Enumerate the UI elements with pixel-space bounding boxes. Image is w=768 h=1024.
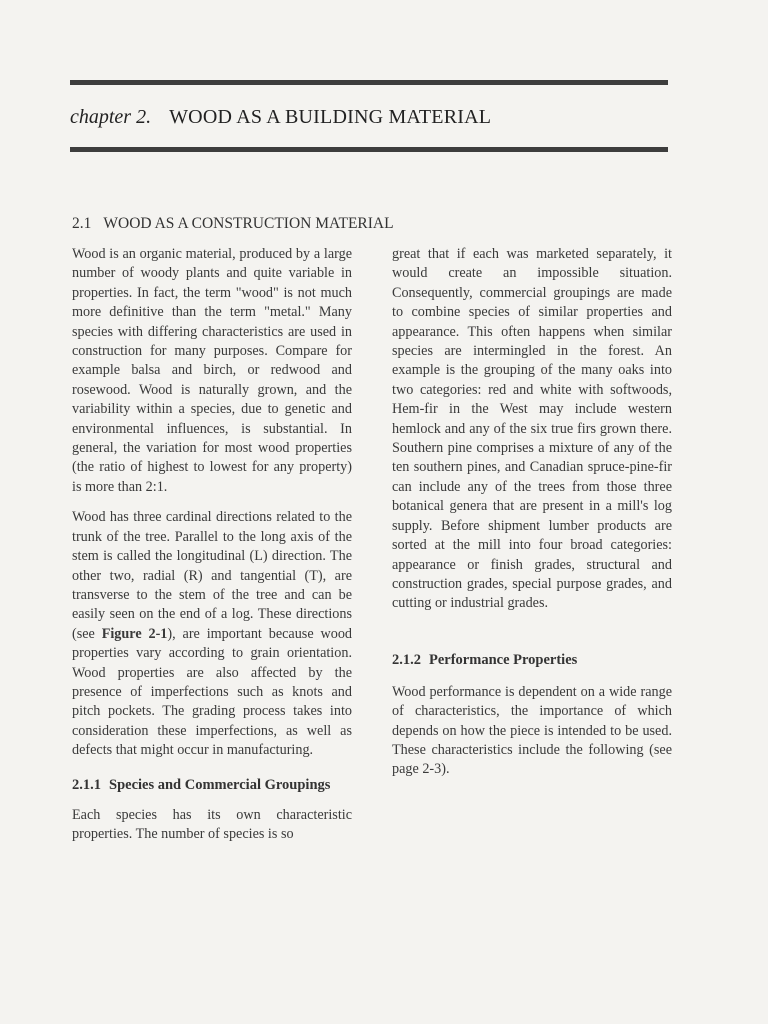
subsection-heading-performance [392,652,672,669]
bottom-rule [70,147,668,152]
chapter-label: chapter 2. [70,106,152,128]
chapter-name: WOOD AS A BUILDING MATERIAL [169,106,492,128]
chapter-title [70,106,491,129]
right-column [392,245,672,791]
paragraph-directions [72,508,352,760]
paragraph-performance: Wood performance is dependent on a wide range of characteristics, the importance of which depends on how the piece is intended to be used. These characteristics include the following (see page 2-3). [392,683,672,778]
paragraph-directions-text-b: ), are important because wood properties vary according to grain orientation. Wood properties are also affected by the presence of imperfections such as knots and pitch pockets. The grading process takes into consideration these imperfections, as well as defects that might occur in manufacturing. [72,625,353,759]
subsection-title: Species and Commercial Groupings [109,776,331,793]
top-rule [70,80,668,85]
left-column [72,245,352,855]
paragraph-groupings: great that if each was marketed separately, it would create an impossible situation. Consequently, commercial groupings are made to combine species of similar properties and appearance. This often happens when similar species are intermingled in the forest. An example is the grouping of the many oaks into two categories: red and white with softwoods, Hem-fir in the West may include western hemlock and any of the six true firs grown there. Southern pine comprises a mixture of any of the ten southern pines, and Canadian spruce-pine-fir can include any of the trees from those three botanical genera that are present in a mill's log supply. Before shipment lumber products are sorted at the mill into four broad categories: appearance or finish grades, structural and construction grades, special purpose grades, and cutting or industrial grades. [392,246,672,612]
paragraph-intro: Wood is an organic material, produced by a large number of woody plants and quite variable in properties. In fact, the term "wood" is not much more definitive than the term "metal." Many species with differing characteristics are used in construction for many purposes. Compare for example balsa and birch, or redwood and rosewood. Wood is naturally grown, and the variability within a species, due to genetic and environmental influences, is substantial. In general, the variation for most wood properties (the ratio of highest to lowest for any property) is more than 2:1. [72,246,352,495]
subsection-number: 2.1.2 [392,651,421,668]
figure-reference[interactable]: Figure 2-1 [101,625,168,642]
section-number: 2.1 [72,215,92,232]
section-heading [72,215,394,233]
subsection-heading-species [72,777,352,794]
subsection-title: Performance Properties [429,651,578,668]
section-title: WOOD AS A CONSTRUCTION MATERIAL [103,215,394,232]
paragraph-species: Each species has its own characteristic properties. The number of species is so [72,806,352,842]
subsection-number: 2.1.1 [72,776,101,793]
paragraph-directions-text-a: Wood has three cardinal directions related to the trunk of the tree. Parallel to the long axis of the stem is called the longitudinal (L) direction. The other two, radial (R) and tangential (T), are transverse to the stem of the tree and can be easily seen on the end of a log. These directions (see [72,509,352,642]
